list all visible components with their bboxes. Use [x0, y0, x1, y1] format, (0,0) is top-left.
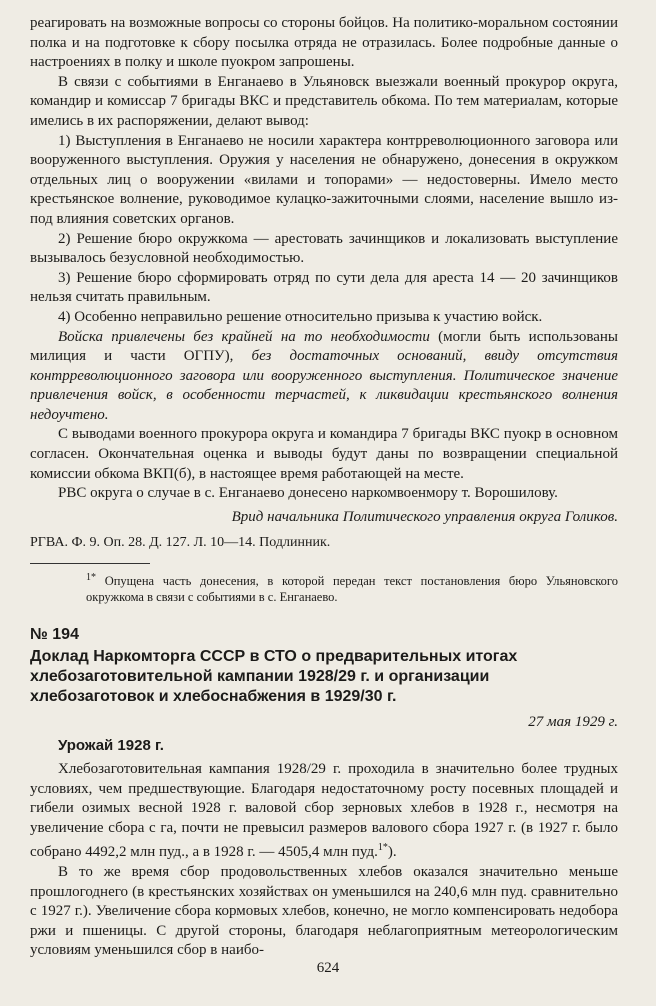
- reported-paragraph: РВС округа о случае в с. Енганаево донесено наркомвоенмору т. Ворошилову.: [58, 485, 558, 502]
- conclusion-point-3: 3) Решение бюро сформировать отряд по сути дела для ареста 14 — 20 зачинщиков нельзя считать правильным.: [30, 269, 618, 306]
- agreement-paragraph: С выводами военного прокурора округа и командира 7 бригады ВКС пуокр в основном согласен. Окончательная оценка и выводы будут даны по возвращении специальной комиссии обкома ВКП(б), в настоящее время работающей на месте.: [30, 426, 618, 482]
- document-title: Доклад Наркомторга СССР в СТО о предварительных итогах хлебозаготовительной кампании 1928/29 г. и организации хлебозаготовок и хлебоснабжения в 1929/30 г.: [30, 647, 518, 705]
- harvest-footnote-mark: 1*: [377, 842, 388, 854]
- section-heading: Урожай 1928 г.: [58, 737, 164, 755]
- troops-paragraph: [30, 328, 618, 426]
- conclusion-point-2: 2) Решение бюро окружкома — арестовать зачинщиков и локализовать выступление вызывалось безусловной необходимостью.: [30, 230, 618, 267]
- continuation-paragraph: реагировать на возможные вопросы со стороны бойцов. На политико-моральном состоянии полка и на подготовке к сбору посылка отряда не отразилась. Более подробные данные о настроениях в полку и школе пуокром запрошены.: [30, 15, 618, 71]
- footnote-text: Опущена часть донесения, в которой передан текст постановления бюро Ульяновского окружкома в связи с событиями в с. Енганаево.: [86, 574, 618, 605]
- troops-italic-c: без достаточных оснований, ввиду отсутствия контрреволюционного заговора или вооруженного выступления. Политическое значение привлечения войск, в особенности терчастей, к ликвидации крестьянского волнения недоучтено.: [30, 348, 618, 423]
- footnote-mark: 1*: [86, 572, 96, 584]
- footnote-divider: [30, 563, 150, 564]
- troops-italic-a: Войска привлечены без крайней на то необходимости: [58, 328, 430, 345]
- harvest-paragraph-1: [30, 760, 618, 863]
- harvest-paragraph-2: В то же время сбор продовольственных хлебов оказался значительно меньше прошлогоднего (в крестьянских хозяйствах он уменьшился на 240,6 млн пуд. сравнительно с 1927 г.). Увеличение сбора кормовых хлебов, конечно, не могло компенсировать недобора ржи и пшеницы. С другой стороны, благодаря неблагоприятным метеорологическим условиям уменьшился сбор в наибо-: [30, 863, 618, 959]
- conclusion-point-4: 4) Особенно неправильно решение относительно призыва к участию войск.: [58, 308, 543, 325]
- harvest-text: Хлебозаготовительная кампания 1928/29 г. проходила в значительно более трудных условиях, чем предшествующие. Благодаря недостаточному росту посевных площадей и гибели озимых весной 1928 г. валовой сбор зерновых хлебов в 1928 г., несмотря на увеличение сбора с га, почти не превысил размеров валового сбора 1927 г. (в 1927 г. было собрано 4492,2 млн пуд., а в 1928 г. — 4505,4 млн пуд.: [30, 760, 618, 861]
- footnote: [30, 570, 618, 605]
- harvest-text-end: ).: [387, 844, 397, 861]
- document-date: 27 мая 1929 г.: [528, 713, 618, 730]
- signature: Врид начальника Политического управления округа Голиков.: [231, 508, 618, 525]
- troops-normal-b: (могли быть использованы милиция и части ОГПУ),: [30, 328, 618, 365]
- page-number: 624: [316, 960, 340, 976]
- archive-source: РГВА. Ф. 9. Оп. 28. Д. 127. Л. 10—14. Подлинник.: [30, 535, 331, 551]
- document-number: № 194: [30, 626, 79, 644]
- conclusion-point-1: 1) Выступления в Енганаево не носили характера контрреволюционного заговора или вооруженного выступления. Оружия у населения не обнаружено, донесения в окружком отдельных лиц о вооружении «вилами и топорами» — недостоверны. Имело место крестьянское волнение, руководимое кулацко-зажиточными слоями, население вышло из-под влияния советских органов.: [30, 132, 618, 227]
- visit-paragraph: В связи с событиями в Енганаево в Ульяновск выезжали военный прокурор округа, командир и комиссар 7 бригады ВКС и представитель обкома. По тем материалам, которые имелись в их распоряжении, делают вывод:: [30, 73, 618, 129]
